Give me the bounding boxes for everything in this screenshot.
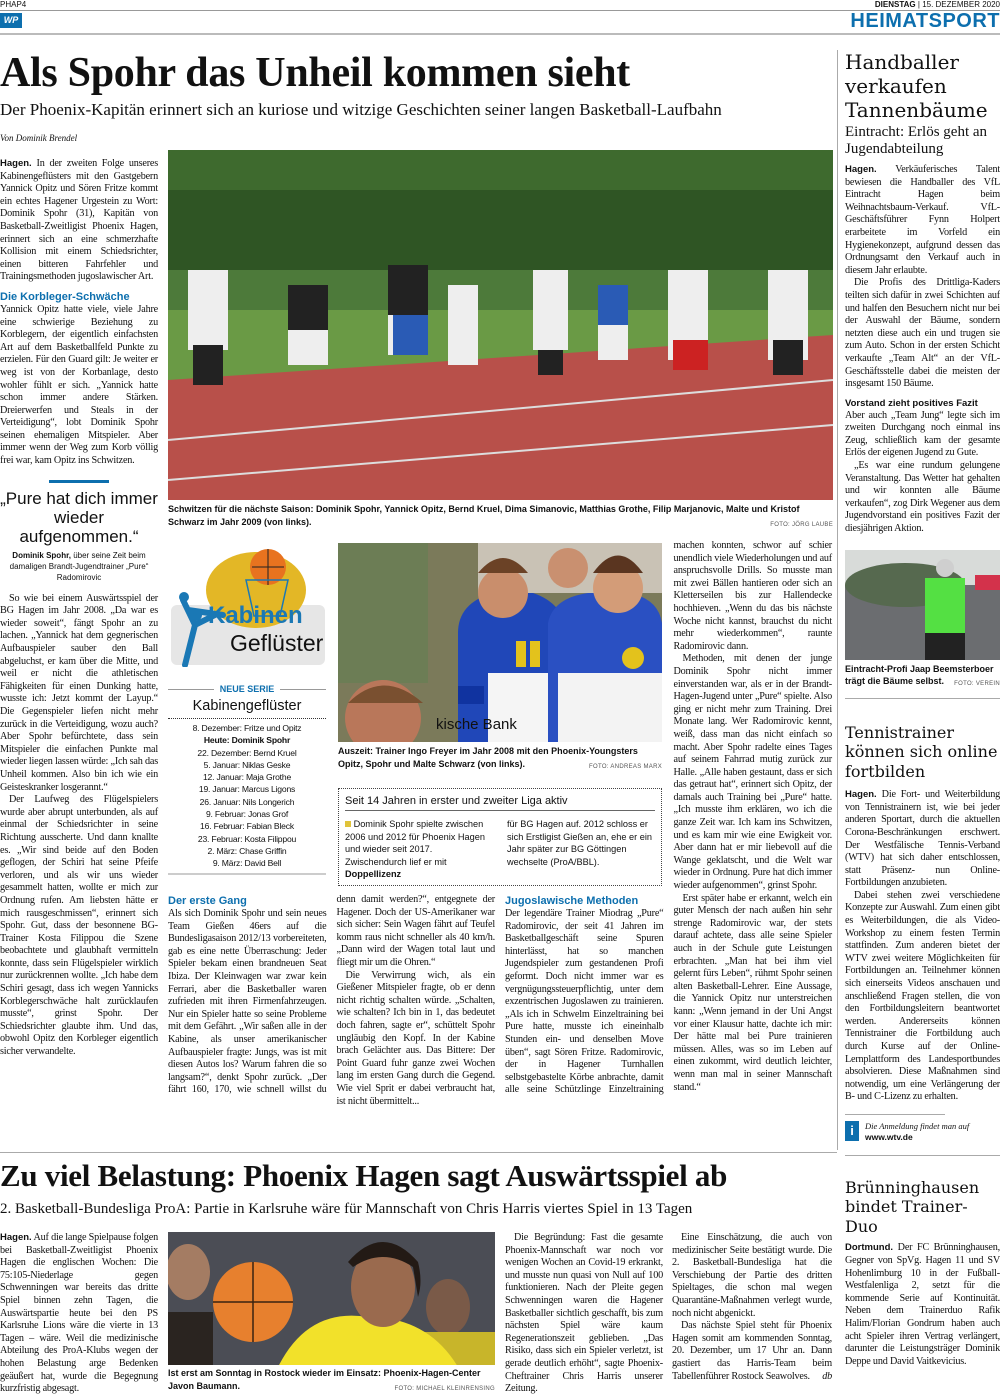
pull-quote [0,480,158,583]
photo-credit: FOTO: ANDREAS MARX [589,763,662,770]
bottom-subheadline: 2. Basketball-Bundesliga ProA: Partie in Karlsruhe wäre für Mannschaft von Chris Harris viertes Spiel in 13 Tagen [0,1201,693,1217]
paragraph: Der legendäre Trainer Miodrag „Pure“ Radomirovic, der seit 41 Jahren im Basketballgeschäft seine Spuren hinterlässt, hat so manchen Jugendspieler zum gestandenen Profi geformt. Doch nicht immer war es vergnügungssteuerpflichtig, unter dem exzentrischen Jugoslawen zu trainieren. „Als ich in Schwelm Einzeltraining bei Pure hatte, musste ich eineinhalb Stunden ein- und denselben Move üben“, sagt Sören Fritze. Radomirovic, der in Hagener Turnhallen selbstgebastelte Körbe anbrachte, damit alle seine Schützlinge Einzeltraining machen konnten, schwor auf schier unendlich viele Wiederholungen und auf anspruchsvolle Drills. So musste man mit zwei Bällen hantieren oder sich an Kletterseilen bis zur Hallendecke hochhieven. „Wenn du das bis nächste Woche nicht kannst, brauchst du nicht mehr wiederkommen“, raunte Radomirovic dann. [505,540,832,1096]
subheading-fazit: Vorstand zieht positives Fazit [845,397,978,409]
paragraph: Das nächste Spiel steht für Phoenix Hagen somit am kommenden Sonntag, 20. Dezember, um 17 Uhr an. Dann gastiert das Harris-Team beim Tabellenführer Rostock Seawolves. [672,1320,832,1382]
series-item: 5. Januar: Niklas Geske [203,759,291,770]
dateline: Hagen. [845,789,877,801]
infobox-bold: Doppellizenz [345,869,402,879]
intro-text: In der zweiten Folge unseres Kabinengeflüsters mit den Gastgebern Yannick Opitz und Sören Fritze kommt ein echtes Hagener Urgestein zu Wort: Dominik Spohr (31), Kapitän von Basketball-Zweitligist Phoenix Hagen, erinnert sich an eine schmerzhafte Kollision mit einem Schiedsrichter, einen bitteren Fahrfehler und Trainingsmethoden jugoslawischer Art. [0,158,158,283]
handball-subheadline: Eintracht: Erlös geht an Jugendabteilung [845,124,988,157]
series-item: 22. Dezember: Bernd Kruel [197,747,297,758]
header-rule-2 [0,33,1000,35]
bottom-headline: Zu viel Belastung: Phoenix Hagen sagt Auswärtsspiel ab [0,1158,728,1193]
series-item: 2. März: Chase Griffin [207,845,287,856]
dateline: Hagen. [0,158,32,169]
paragraph: So wie bei einem Auswärtsspiel der BG Hagen im Jahr 2008. „Da war es wieder soweit“, fängt Spohr an zu lachen. „Yannick hat dem gegnerischen Aufbauspieler sauber den Ball abgeluchst, er kam über die Mitte, und weil er nicht die athletischen Fähigkeiten für einen Dunking hatte, wusste ich: Jetzt kommt der Layup.“ Die Gegenspieler liefen nicht mehr zurück in die Verteidigung, wozu auch? Aber Spohr befürchtete, dass sein Mitspieler die einfachen Punkte mal wieder liegen lassen würde: „Ich sah das Unheil kommen. Also bin ich wie ein Geisteskranker losgerannt.“ [0,592,158,793]
wp-logo: WP [0,13,22,28]
series-item: 9. März: David Bell [212,858,282,869]
jersey-sponsor-text: kische Bank [436,716,517,733]
caption-text: Auszeit: Trainer Ingo Freyer im Jahr 2008 mit den Phoenix-Youngsters Opitz, Spohr und Malte Schwarz (von links). [338,746,638,769]
series-item: 8. Dezember: Fritze und Opitz [192,723,302,733]
photo-credit: FOTO: JÖRG LAUBE [770,521,833,528]
info-text: Die Anmeldung findet man auf [865,1120,970,1131]
paragraph: Die Begründung: Fast die gesamte Phoenix-Mannschaft war noch vor wenigen Wochen an Covid-19 erkrankt, und musste nun quasi von Null auf 100 funktionieren. Nach der Pleite gegen Schwenningen waren die Hagener Basketballer sichtlich geschafft, bis zum nächsten Spiel wäre kaum Regenerationszeit geblieben. „Das Risiko, dass sich ein Spieler verletzt, ist gerade deutlich erhöht“, sagte Phoenix-Cheftrainer Chris Harris unserer Zeitung. [505,1232,663,1395]
logo-text-1: Kabinen [208,602,303,629]
main-col-1 [0,158,158,1059]
paragraph: Erst später habe er erkannt, welch ein guter Mensch der nach außen hin sehr strenge Radomirovic war, der stets darauf achtete, dass alle seine Spieler auch in der Schule gute Leistungen erbrachten. „Man hat bei ihm viel gelernt fürs Leben“, rühmt Spohr seinen alten Basketball-Lehrer. Eine Aussage, die Yannick Opitz nur unterstreichen kann: „Wenn jemand in der Uni Angst vor einer Klausur hatte, dachte ich mir: Der hätte mal bei Pure trainieren müssen. Alles, was so im Leben auf einen zukommt, wird deutlich leichter, wenn man mal in seiner Mannschaft stand.“ [673,892,832,1093]
sidebar-article-bruenninghausen: Brünninghausen bindet Trainer-Duo Dortmund. Der FC Brünninghausen, Gegner von SpVg. Hagen 11 und SV Hohenlimburg 10 in der Fußball-Westfalenliga 2, setzt für die kommende Serie auf Kontinuität. Neben dem Trainerduo Rafik Halim/Florian Gondrum haben auch acht Spieler ihren Vertrag verlängert, darunter die Leistungsträger Dominik Deppe und David Vaitkevicius. [845,1177,1000,1367]
kabinengefluester-logo [168,545,326,667]
paragraph: Die Verwirrung wich, als ein Gießener Mitspieler fragte, ob er denn nicht richtig schalten würde. „Schalten, wie schalten? Ich bin in 1, das bedeutet doch fahren, sagte er“, schüttelt Spohr ungläubig den Kopf. In der Kabine brach Gelächter aus. Das Bittere: Der Point Guard fuhr ganze zwei Wochen lang im ersten Gang durch die Gegend. Wie viel Sprit er dabei verbraucht hat, ist nicht übermittelt... [336,969,495,1107]
series-box [168,684,326,875]
paragraph: „Es war eine rundum gelungene Veranstaltung. Das Wetter hat gehalten und wir konnten alle Bäume verkaufen“, zog Dirk Wegener aus dem Jugendvorstand ein positives Fazit der diesjährigen Aktion. [845,460,1000,535]
info-note [845,1121,1000,1143]
paragraph: Yannick Opitz hatte viele, viele Jahre eine schwierige Beziehung zu Korblegern, der eigentlich einfachsten Art auf dem Basketballfeld Punkte zu erzielen. Für den Guard gilt: Je weiter er weg ist von der Korbanlage, desto wohler fühlt er sich. „Yannick hatte schon immer andere Stärken. Dreierwerfen und Steals in der Verteidigung“, lobt Dominik Spohr seinen ehemaligen Mitspieler. Aber immer wenn der Weg zum Korb völlig frei war, kam Opitz ins Schwitzen. [0,303,158,467]
bruenninghausen-headline: Brünninghausen bindet Trainer-Duo [845,1177,980,1236]
byline: Von Dominik Brendel [0,133,78,143]
dateline: Hagen. [0,1232,32,1243]
main-cols-4-5 [505,540,832,1097]
section-title: HEIMATSPORT [850,10,1000,32]
infobox-text-1: Dominik Spohr spielte zwischen 2006 und 2012 für Phoenix Hagen und wieder seit 2017. Zwischendurch lief er mit [345,819,485,867]
infobox-title: Seit 14 Jahren in erster und zweiter Liga aktiv [345,794,655,811]
sidebar-article-handball: Handballer verkaufen Tannenbäume Eintracht: Erlös geht an Jugendabteilung Hagen. Verkäuferisches Talent bewiesen die Handballer des VfL Eintracht Hagen beim Weihnachtsbaum-Verkauf. VfL-Geschäftsführer Fynn Holpert erarbeitete im Vorfeld ein Hygienekonzept, aufgrund dessen das Ordnungsamt den Verkauf auch in diesem Jahr erlaubte. Die Profis des Drittliga-Kaders teilten sich dafür in zwei Schichten auf und halfen den Besuchern nicht nur bei der Auswahl der Bäume, sondern netzten diese auch ein und trugen sie zum Auto. Schon in der ersten Schicht verkaufte „Team Alt“ an der VfL-Geschäftsstelle dabei die meisten der insgesamt 150 Bäume. Vorstand zieht positives Fazit Aber auch „Team Jung“ legte sich im zweiten Durchgang noch einmal ins Zeug, schließlich kam der gesamte Erlös der eigenen Jugend zu Gute. „Es war eine rundum gelungene Veranstaltung. Das Wetter hat gehalten und wir konnten alle Bäume verkaufen“, zog Dirk Wegener aus dem Jugendvorstand ein positives Fazit der diesjährigen Aktion. Eintracht-Profi Jaap Beemsterboer trägt die Bäume selbst. FOTO: VEREIN [845,50,1000,699]
main-photo-caption [168,503,833,531]
bottom-rule [0,1152,837,1153]
page-code: PHAP4 [0,0,27,9]
bottom-col-3 [505,1232,663,1396]
christmas-tree-photo [845,550,1000,660]
column-divider [837,50,838,1150]
weekday: DIENSTAG [874,0,916,9]
tennis-headline: Tennistrainer können sich online fortbilden [845,722,998,781]
quote-context: über seine Zeit beim damaligen Brandt-Jugendtrainer „Pure“ Radomirovic [9,550,149,582]
baumann-caption [168,1367,495,1395]
bottom-col-1: Hagen. Auf die lange Spielpause folgen bei Basketball-Zweitligist Phoenix Hagen die englischen Wochen: Die 75:105-Niederlage gegen Schwenningen war bereits das dritte Spiel binnen zehn Tagen, die Auswärtspartie heute bei den PS Karlsruhe Lions wäre die vierte in 13 Tagen – wäre. Weil die medizinische Abteilung des ProA-Klubs wegen der hohen Belastung arge Bedenken geäußert hat, wurde die Begegnung kurzfristig abgesagt. [0,1232,158,1395]
caption-text: Schwitzen für die nächste Saison: Dominik Spohr, Yannick Opitz, Bernd Kruel, Dima Simanovic, Matthias Grothe, Filip Marjanovic, Malte und Kristof Schwarz im Jahr 2009 (von links). [168,504,800,527]
baumann-photo [168,1232,495,1365]
paragraph: Die Profis des Drittliga-Kaders teilten sich dafür in zwei Schichten auf und halfen den Besuchern nicht nur bei der Auswahl der Bäume, sondern netzten diese auch ein und trugen sie zum Auto. Schon in der ersten Schicht verkaufte „Team Alt“ an der VfL-Geschäftsstelle dabei die meisten der insgesamt 150 Bäume. [845,277,1000,390]
series-title: Kabinengeflüster [192,698,302,714]
infobox-text-2: für BG Hagen auf. 2012 schloss er sich Erstligist Gießen an, ehe er ein Jahr später zur BG Göttingen wechselte (ProA/BBL). [507,819,653,867]
dateline: Dortmund. [845,1242,894,1254]
date: 15. DEZEMBER 2020 [922,0,1000,9]
photo-credit: FOTO: VEREIN [954,681,1000,688]
paragraph: Aber auch „Team Jung“ legte sich im zweiten Durchgang noch einmal ins Zeug, schließlich kam der gesamte Erlös der eigenen Jugend zu Gute. [845,409,1000,459]
series-item: Heute: Dominik Spohr [203,735,291,746]
main-headline: Als Spohr das Unheil kommen sieht [0,50,630,96]
subheading-korbleger: Die Korbleger-Schwäche [0,290,130,303]
photo-spacer [505,540,664,894]
sidebar [845,50,1000,1368]
logo-text-2: Geflüster [230,630,324,656]
main-subheadline: Der Phoenix-Kapitän erinnert sich an kuriose und witzige Geschichten seiner langen Basketball-Laufbahn [0,100,722,119]
series-item: 26. Januar: Nils Longerich [199,796,295,807]
series-item: 12. Januar: Maja Grothe [202,772,292,783]
handball-headline: Handballer verkaufen Tannenbäume [845,50,988,122]
quote-text: „Pure hat dich immer wieder aufgenommen.“ [0,488,158,546]
caption-text: Ist erst am Sonntag in Rostock wieder im Einsatz: Phoenix-Hagen-Center Javon Baumann. [168,1368,481,1391]
series-kicker: NEUE SERIE [219,684,275,694]
christmas-tree-caption [845,663,1000,688]
quote-author: Dominik Spohr, [12,550,71,560]
main-cols-2-3 [168,894,495,1108]
series-item: 19. Januar: Marcus Ligons [198,784,296,795]
wtv-link[interactable]: www.wtv.de [865,1131,913,1142]
paragraph: Als sich Dominik Spohr und sein neues Team Gießen 46ers auf die Bundesligasaison 2012/13 vorbereiteten, gab es eine nette Überraschung: Jeder Spieler bekam einen brandneuen Seat Ibiza. Der Kleinwagen war zwar kein Ferrari, aber die Basketballer waren zufrieden mit ihren Firmenfahrzeugen. Nur ein Spieler hatte so seine Probleme mit dem Gefährt. „Wir saßen alle in der Kabine, als unser amerikanischer Aufbauspieler fragte: Jungs, was ist mit diesen Autos los? Warum fahren die so langsam?“, denkt Spohr zurück. „Der fährt 160, 170, wie schnell willst du denn damit werden?“, entgegnete der Hagener. Doch der US-Amerikaner war sich sicher: Sein Wagen fährt auf Teufel komm raus nicht schneller als 40 km/h. „Dann wird der Wagen total laut und fliegt mir um die Ohren.“ [168,894,495,1096]
sidebar-article-tennis: Tennistrainer können sich online fortbilden Hagen. Die Fort- und Weiterbildung von Tennistrainern ist, wie bei jeder anderen Sportart, durch die aktuellen Corona-Beschränkungen erschwert. Der Westfälische Tennis-Verband (WTV) hat sich daher entschlossen, statt Präsenz- nun Online-Fortbildungen anzubieten. Dabei stehen zwei verschiedene Konzepte zur Auswahl. Zum einen gibt es Weiterbildungen, die als Video-Workshop zu einem festen Termin stattfinden. Zum anderen bietet der WTV zwei weitere Möglichkeiten für Fortbildungen an. Teilnehmer können sich einerseits Videos anschauen und anschließend Fragen stellen, die von den Fortbildungsleitern beantwortet werden. Andererseits können Tennistrainer die Fortbildung auch durch Kurse auf der Online-Lernplattform des Landesportbundes absolvieren. Diese Maßnahmen sind notwendig, um eine Verlängerung der B- und C-Lizenz zu erhalten. i Die Anmeldung findet man auf www.wtv.de [845,723,1000,1156]
caption-text: Eintracht-Profi Jaap Beemsterboer trägt die Bäume selbst. [845,663,994,687]
subheading-jugoslawische-methoden: Jugoslawische Methoden [505,895,639,907]
dateline: Hagen. [845,164,877,175]
series-item: 9. Februar: Jonas Grof [205,809,289,820]
issue-date: DIENSTAG | 15. DEZEMBER 2020 [874,0,1000,9]
paragraph: Eine Einschätzung, die auch von medizinischer Seite bestätigt wurde. Die 2. Basketball-Bundesliga hat die Verschiebung der Partie des dritten Spieltages, die schon mal wegen Quarantäne-Maßnahmen verlegt wurde, noch nicht abgenickt. [672,1232,832,1319]
series-item: 23. Februar: Kosta Filippou [197,833,297,844]
photo-credit: FOTO: MICHAEL KLEINRENSING [394,1385,495,1392]
bottom-col-4 [672,1232,832,1383]
author-initials: db [822,1370,832,1382]
paragraph: Der Laufweg des Flügelspielers wurde aber abrupt unterbunden, als auf einmal der Schiedsrichter in seine Richtung ausscherte. Und dann knallte es. „Wir sind beide auf den Boden geflogen, der Schiri hat seine Pfeife verloren, und als wir uns wieder gesammelt hatten, wollte er mich zur Ordnung rufen. Am liebsten hätte er mich rausgeschmissen“, erinnert sich Spohr. Gut, dass der besonnene BG-Trainer Kosta Filippou die Szene beobachtete und glaubhaft vermitteln konnte, dass sein Flügelspieler wirklich nur zurückrennen wollte. „Ich habe dem Schiri gesagt, dass ich wegen Yannicks Korblegerschwäche halt zurücklaufen musste“, grinst Spohr. Der Schiedsrichter glaubte ihm. Und das, obwohl Opitz den Korbleger eigentlich sicher verwandelte. [0,794,158,1058]
paragraph: Dabei stehen zwei verschiedene Konzepte zur Auswahl. Zum einen gibt es Weiterbildungen, die als Video-Workshop zu einem festen Termin stattfinden. Zum anderen bietet der WTV zwei weitere Möglichkeiten für Fortbildungen an. Teilnehmer können sich einerseits Videos anschauen und anschließend Fragen stellen, die von den Fortbildungsleitern beantwortet werden. Andererseits können Tennistrainer die Fortbildung auch durch Kurse auf der Online-Lernplattform des Landesportbundes absolvieren. Diese Maßnahmen sind notwendig, um eine Verlängerung der B- und C-Lizenz zu erhalten. [845,889,1000,1103]
series-item: 16. Februar: Fabian Bleck [200,821,294,832]
subheading-erster-gang: Der erste Gang [168,895,247,907]
main-photo [168,150,833,500]
paragraph: Methoden, mit denen der junge Dominik Spohr nicht immer einverstanden war, als er in der Brandt-Hagen-Jugend unter „Pure“ spielte. Also ging er nicht mehr zum Training. Drei Monate lang. Wer Radomirovic kennt, weiß, dass man das nicht einfach so macht. Aber Spohr radelte eines Tages auf seinem Fahrrad mutig zurück zur Halle. „Alle haben gestaunt, dass er sich das getraut hat“, erinnert sich Opitz, der damals auch Training bei „Pure“ hatte. „Ich musste ihm erklären, wo ich die ganze Zeit war. Ich kam ins Schwitzen, und es kam mir wie eine Ewigkeit vor. Aber dann hat er mir liebevoll auf die Wange geklatscht, und die Welt war wieder in Ordnung. Pure hat dich immer wieder aufgenommen“, grinst Spohr. [673,653,832,892]
info-icon: i [845,1121,859,1141]
